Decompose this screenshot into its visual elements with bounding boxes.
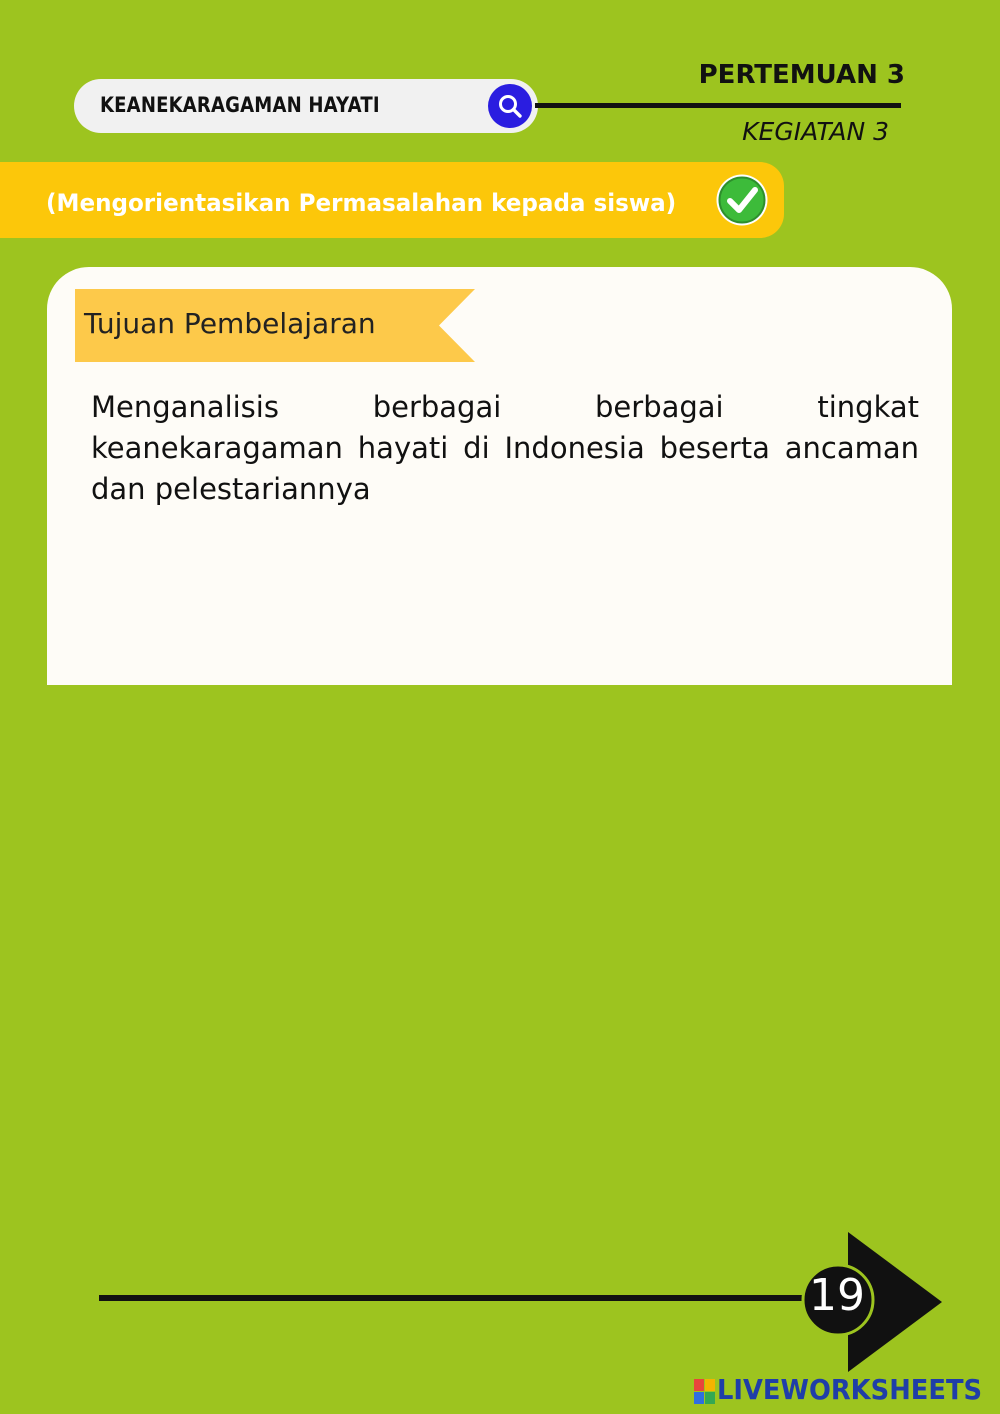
page-number: 19 (809, 1270, 865, 1321)
footer-divider (99, 1295, 839, 1301)
meeting-label: PERTEMUAN 3 (698, 60, 905, 90)
check-icon (715, 173, 769, 227)
phase-banner (0, 162, 784, 238)
phase-banner-text: (Mengorientasikan Permasalahan kepada siswa) (46, 189, 677, 217)
activity-label: KEGIATAN 3 (742, 117, 889, 146)
topic-title: KEANEKARAGAMAN HAYATI (100, 93, 380, 117)
search-button[interactable] (488, 84, 532, 128)
search-icon (497, 93, 523, 119)
header-divider (535, 103, 901, 108)
ribbon-banner (75, 289, 475, 362)
topic-search-bar (74, 79, 538, 133)
ribbon-label: Tujuan Pembelajaran (84, 307, 376, 340)
learning-goal-text: Menganalisis berbagai berbagai tingkat keanekaragaman hayati di Indonesia beserta ancaman dan pelestariannya (91, 390, 919, 506)
brand-name: LIVEWORKSHEETS (717, 1373, 983, 1406)
liveworksheets-logo (694, 1379, 716, 1405)
learning-objective-card (47, 267, 952, 685)
